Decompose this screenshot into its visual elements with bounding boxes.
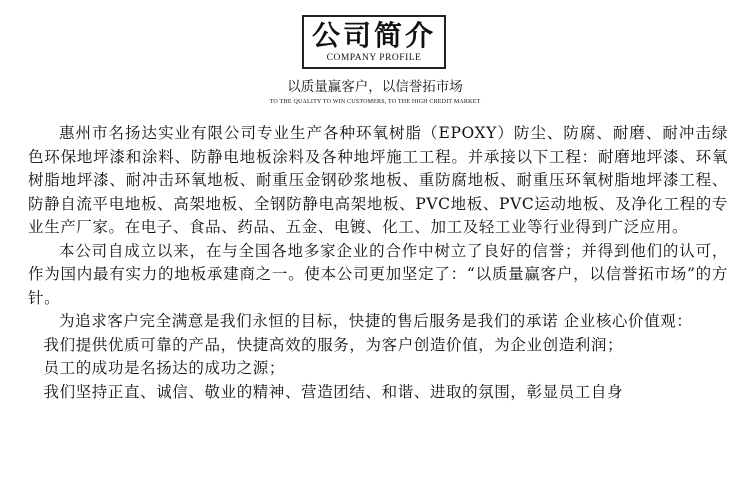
title-box bbox=[302, 15, 446, 69]
page-subtitle: COMPANY PROFILE bbox=[326, 53, 422, 63]
paragraph-reputation: 本公司自成立以来，在与全国各地多家企业的合作中树立了良好的信誉；并得到他们的认可，作为国内最有实力的地板承建商之一。使本公司更加坚定了：“以质量赢客户，以信誉拓市场”的方针。 bbox=[28, 241, 728, 307]
body-text bbox=[28, 122, 728, 404]
paragraph-goal: 为追求客户完全满意是我们永恒的目标，快捷的售后服务是我们的承诺 企业核心价值观： bbox=[59, 312, 693, 330]
paragraph-value-employees: 员工的成功是名扬达的成功之源； bbox=[43, 359, 286, 377]
paragraph-value-spirit: 我们坚持正直、诚信、敬业的精神、营造团结、和谐、进取的氛围，彰显员工自身 bbox=[43, 382, 624, 401]
paragraph-intro: 惠州市名扬达实业有限公司专业生产各种环氧树脂（EPOXY）防尘、防腐、耐磨、耐冲击绿色环保地坪漆和涂料、防静电地板涂料及各种地坪施工工程。并承接以下工程：耐磨地坪漆、环氧树脂地坪漆、耐冲击环氧地板、耐重压金钢砂浆地板、重防腐地板、耐重压环氧树脂地坪漆工程、防静自流平电地板、高架地板、全钢防静电高架地板、PVC地板、PVC运动地板、及净化工程的专业生产厂家。在电子、食品、药品、五金、电镀、化工、加工及轻工业等行业得到广泛应用。 bbox=[28, 124, 728, 236]
slogan-english: TO THE QUALITY TO WIN CUSTOMERS, TO THE HIGH CREDIT MARKET bbox=[269, 99, 481, 105]
page-title: 公司简介 bbox=[311, 19, 436, 52]
paragraph-value-products: 我们提供优质可靠的产品，快捷高效的服务，为客户创造价值，为企业创造利润； bbox=[43, 335, 624, 354]
slogan: 以质量赢客户，以信誉拓市场 bbox=[287, 79, 463, 95]
